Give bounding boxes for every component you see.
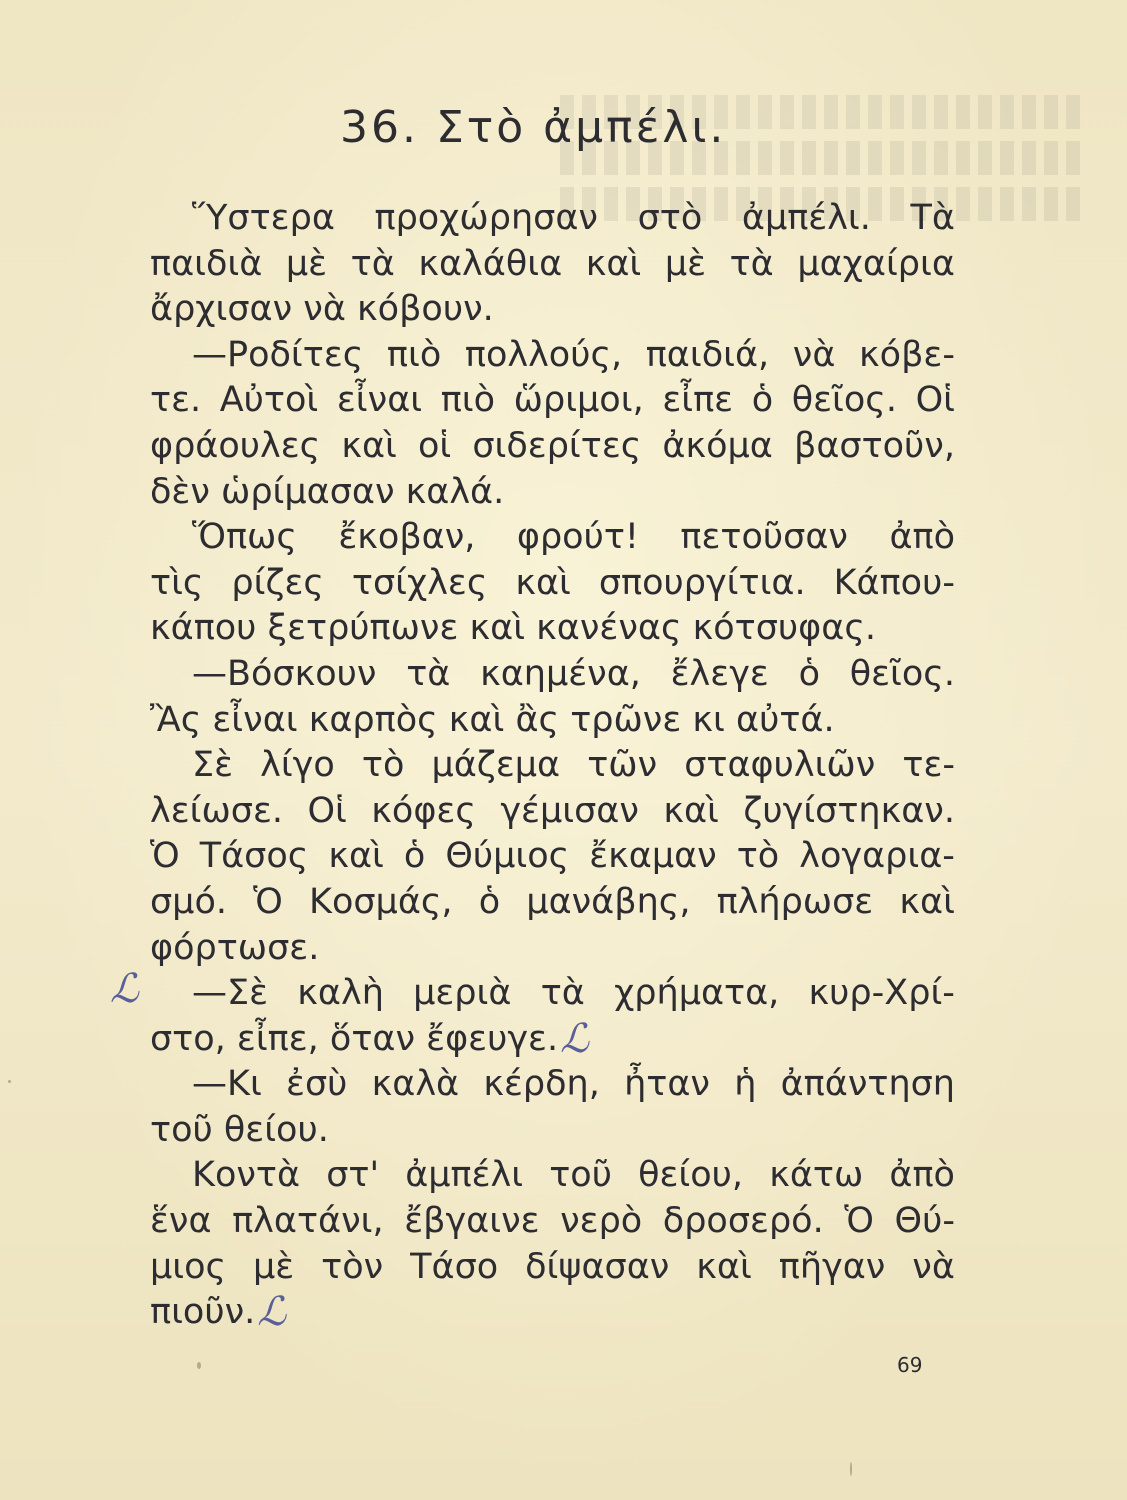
text-line-content: στο, εἶπε, ὅταν ἔφευγε. (150, 1018, 559, 1059)
body-text (110, 196, 955, 1336)
text-line: Ἂς εἶναι καρπὸς καὶ ἂς τρῶνε κι αὐτά. (150, 699, 835, 740)
text-line: κάπου ξετρύπωνε καὶ κανένας κότσυφας. (150, 608, 877, 649)
text-line (150, 1017, 955, 1063)
text-line: Ὕστερα προχώρησαν στὸ ἀμπέλι. Τὰ (192, 198, 955, 238)
text-line-content: —Σὲ καλὴ μεριὰ τὰ χρήματα, κυρ-Χρί- (192, 973, 955, 1014)
text-line: Ὁ Τάσος καὶ ὁ Θύμιος ἔκαμαν τὸ λογαρια- (150, 836, 955, 877)
handwritten-mark: ℒ (257, 1289, 287, 1336)
paper-speck (8, 1080, 11, 1083)
text-line-content: πιοῦν. (150, 1292, 256, 1333)
text-line: τε. Αὐτοὶ εἶναι πιὸ ὥριμοι, εἶπε ὁ θεῖος. Οἱ (150, 380, 955, 421)
page-number: 69 (897, 1353, 923, 1377)
text-line (150, 1290, 955, 1336)
text-line: μιος μὲ τὸν Τάσο δίψασαν καὶ πῆγαν νὰ (150, 1246, 955, 1287)
text-line-marked (110, 966, 955, 1017)
text-line: παιδιὰ μὲ τὰ καλάθια καὶ μὲ τὰ μαχαίρια (150, 243, 955, 284)
text-line: σμό. Ὁ Κοσμάς, ὁ μανάβης, πλήρωσε καὶ (150, 881, 955, 922)
text-line: Ὅπως ἔκοβαν, φρούτ! πετοῦσαν ἀπὸ (192, 517, 955, 558)
text-line: —Βόσκουν τὰ καημένα, ἔλεγε ὁ θεῖος. (192, 653, 955, 694)
text-line: φράουλες καὶ οἱ σιδερίτες ἀκόμα βαστοῦν, (150, 425, 955, 466)
paper-speck (850, 1462, 852, 1476)
text-line: λείωσε. Οἱ κόφες γέμισαν καὶ ζυγίστηκαν. (150, 790, 955, 831)
text-line: Σὲ λίγο τὸ μάζεμα τῶν σταφυλιῶν τε- (192, 745, 955, 786)
text-line: τοῦ θείου. (150, 1109, 329, 1150)
text-line: —Ροδίτες πιὸ πολλούς, παιδιά, νὰ κόβε- (192, 334, 955, 375)
text-line: φόρτωσε. (150, 927, 320, 968)
text-line: —Κι ἐσὺ καλὰ κέρδη, ἦταν ἡ ἀπάντηση (192, 1064, 955, 1105)
handwritten-margin-mark: ℒ (110, 966, 139, 1013)
text-line: δὲν ὡρίμασαν καλά. (150, 471, 505, 512)
text-line: τὶς ρίζες τσίχλες καὶ σπουργίτια. Κάπου- (150, 562, 955, 603)
paper-speck (197, 1362, 201, 1369)
text-line: ἕνα πλατάνι, ἔβγαινε νερὸ δροσερό. Ὁ Θύ- (150, 1201, 955, 1242)
page-title: 36. Στὸ ἀμπέλι. (340, 102, 727, 153)
text-line: ἄρχισαν νὰ κόβουν. (150, 289, 494, 330)
text-line: Κοντὰ στ' ἀμπέλι τοῦ θείου, κάτω ἀπὸ (192, 1155, 955, 1196)
handwritten-mark: ℒ (560, 1015, 589, 1062)
